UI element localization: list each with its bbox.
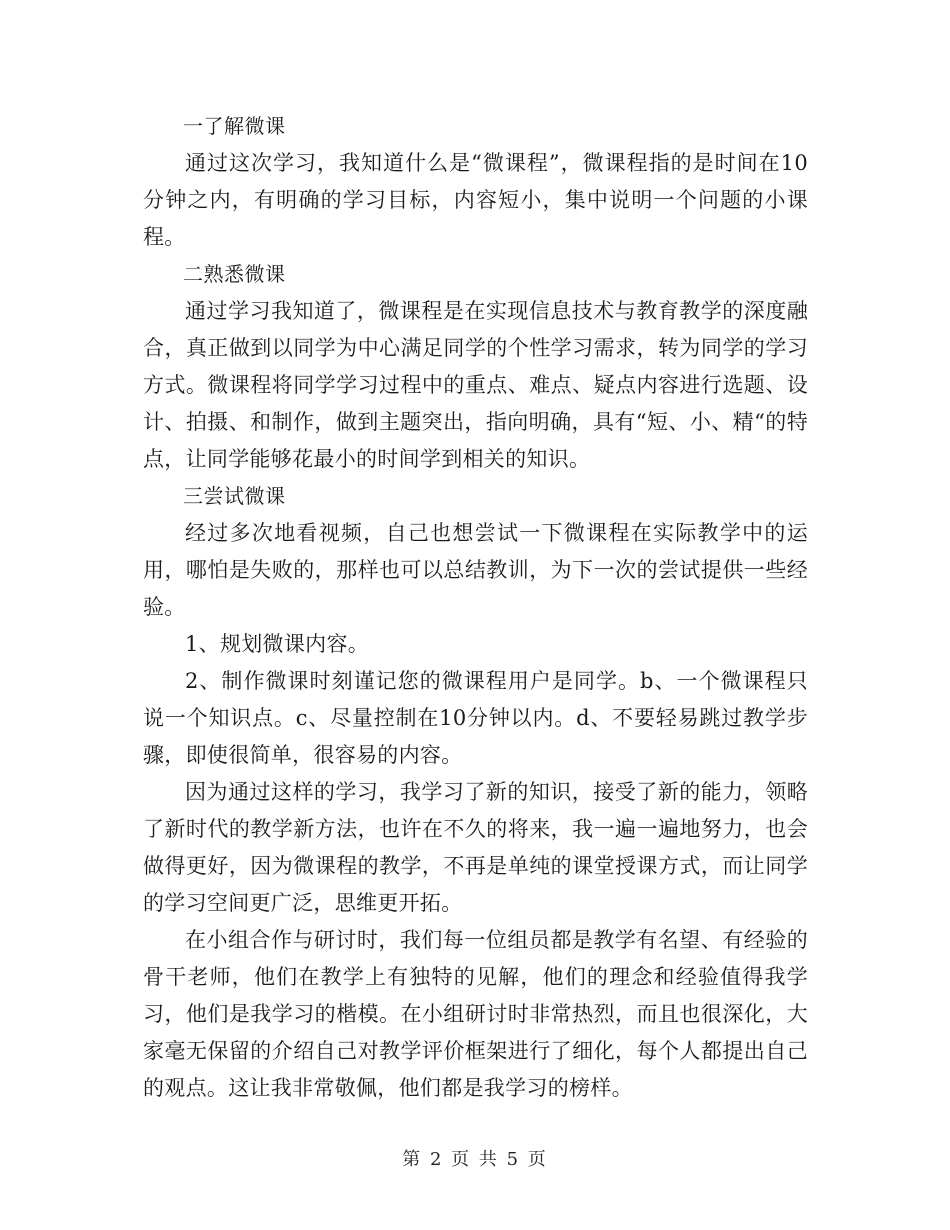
section-heading-1: 一了解微课: [183, 114, 286, 138]
section-heading-2: 二熟悉微课: [183, 262, 286, 286]
paragraph-4: 因为通过这样的学习，我学习了新的知识，接受了新的能力，领略了新时代的教学新方法，也许在不久的将来，我一遍一遍地努力，也会做得更好，因为微课程的教学，不再是单纯的课堂授课方式，而让同学的学习空间更广泛，思维更开拓。: [143, 780, 808, 915]
list-item-1: 1、规划微课内容。: [185, 632, 370, 656]
document-body: [143, 108, 808, 1107]
paragraph-3: 经过多次地看视频，自己也想尝试一下微课程在实际教学中的运用，哪怕是失败的，那样也可以总结教训，为下一次的尝试提供一些经验。: [143, 521, 808, 619]
page-number-footer: 第 2 页 共 5 页: [402, 1149, 548, 1170]
paragraph-1: 通过这次学习，我知道什么是“微课程”，微课程指的是时间在10分钟之内，有明确的学习目标，内容短小，集中说明一个问题的小课程。: [143, 151, 808, 249]
section-heading-3: 三尝试微课: [183, 484, 286, 508]
paragraph-5: 在小组合作与研讨时，我们每一位组员都是教学有名望、有经验的骨干老师，他们在教学上有独特的见解，他们的理念和经验值得我学习，他们是我学习的楷模。在小组研讨时非常热烈，而且也很深化，大家毫无保留的介绍自己对教学评价框架进行了细化，每个人都提出自己的观点。这让我非常敬佩，他们都是我学习的榜样。: [143, 928, 808, 1100]
paragraph-2: 通过学习我知道了，微课程是在实现信息技术与教育教学的深度融合，真正做到以同学为中心满足同学的个性学习需求，转为同学的学习方式。微课程将同学学习过程中的重点、难点、疑点内容进行选题、设计、拍摄、和制作，做到主题突出，指向明确，具有“短、小、精“的特点，让同学能够花最小的时间学到相关的知识。: [143, 299, 808, 471]
list-item-2: 2、制作微课时刻谨记您的微课程用户是同学。b、一个微课程只说一个知识点。c、尽量控制在10分钟以内。d、不要轻易跳过教学步骤，即使很简单，很容易的内容。: [143, 669, 808, 767]
